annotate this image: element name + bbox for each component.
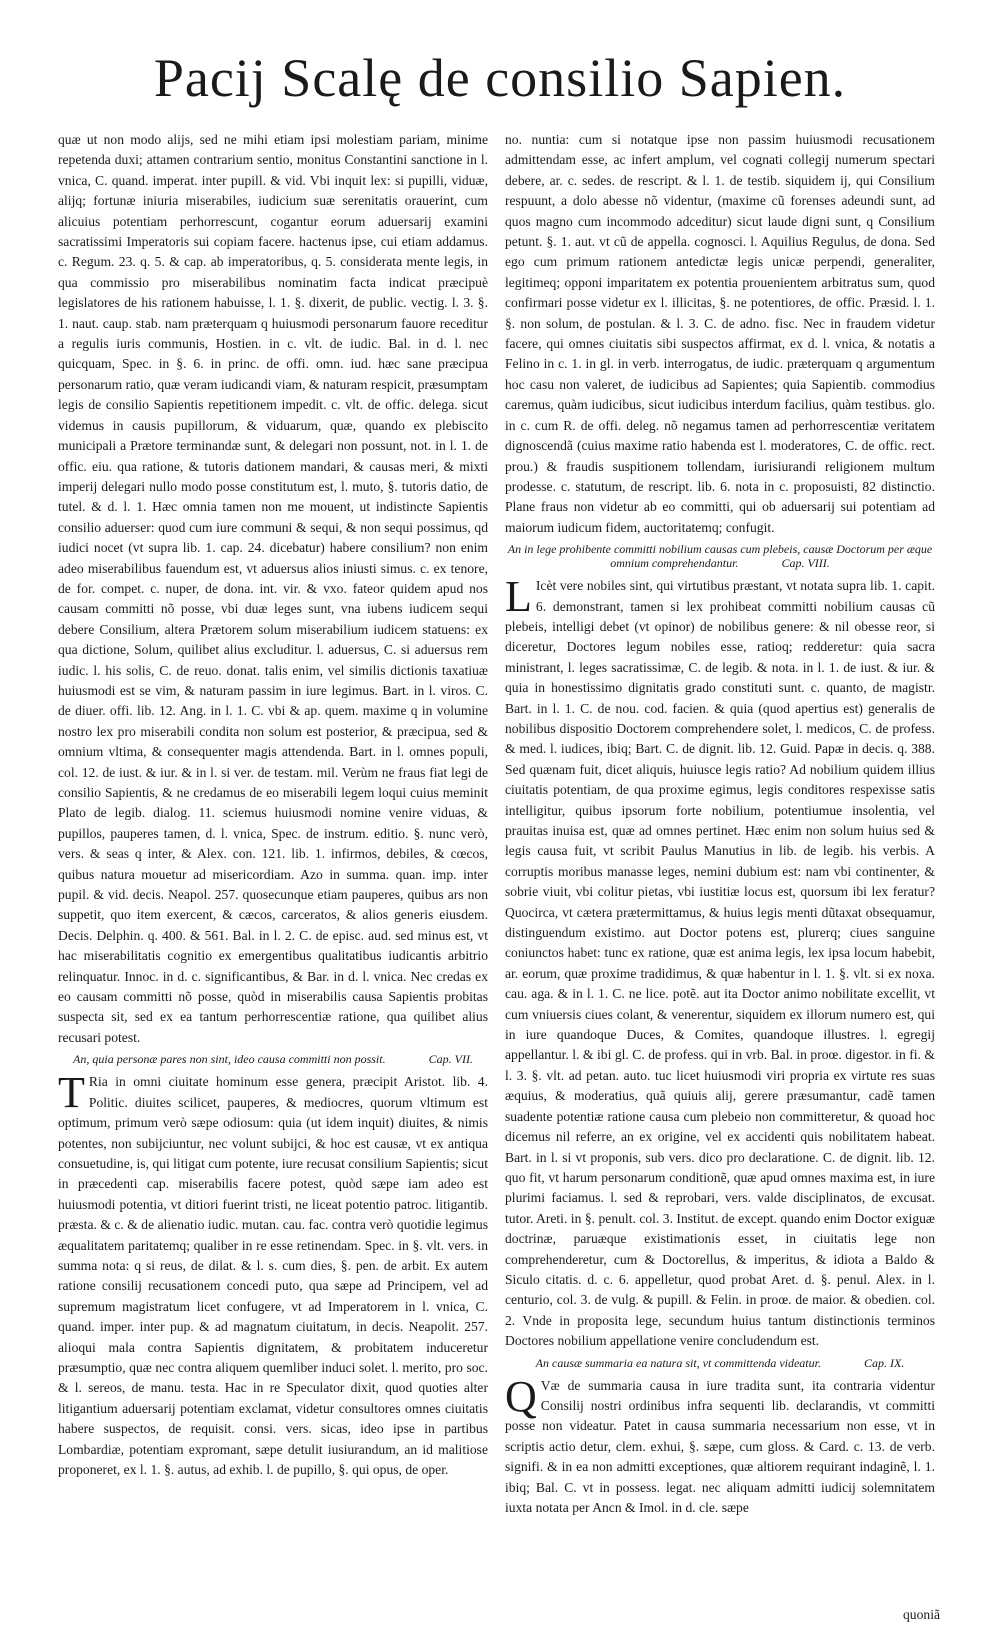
left-column: [58, 130, 488, 1480]
right-column: [505, 130, 935, 1518]
chapter-heading-7: [58, 1052, 488, 1066]
chapter-heading-9: [505, 1356, 935, 1370]
chapter-heading-8: [505, 542, 935, 570]
right-paragraph-2: [505, 572, 935, 1351]
chapter-number-7: Cap. VII.: [428, 1052, 473, 1067]
right-paragraph-3-text: Væ de summaria causa in iure tradita sunt, ita contraria videntur Consilij nostri ordinibus infra sequenti lib. declarandis, vt committi posse non videatur. Patet in causa summaria necessarium non esse, vt in scriptis actio detur, clem. exhui, §. sæpe, cum gloss. & Card. c. 13. de verb. signifi. & in ea non admitti exceptiones, quæ altiorem requirant indaginẽ, l. 1. ibiq; Bal. C. vt in possess. legat. nec aliquam admitti iudicij solemnitatem iuxta notata per Ancn & Imol. in d. cle. sæpe: [505, 1377, 935, 1515]
running-head: Pacij Scalę de consilio Sapien.: [153, 48, 847, 108]
left-paragraph-2: [58, 1068, 489, 1480]
drop-cap-q: Q: [505, 1371, 537, 1421]
chapter-heading-9-text: An causæ summaria ea natura sit, vt committenda videatur.: [535, 1355, 821, 1370]
drop-cap-l: L: [505, 572, 532, 622]
left-paragraph-2-text: Ria in omni ciuitate hominum esse genera, præcipit Aristot. lib. 4. Politic. diuites scilicet, pauperes, & mediocres, quorum vltimum est optimum, primum verò sæpe odiosum: quia (ut idem inquit) diuites, & nimis potentes, non subijciuntur, nec volunt subijci, & hoc est causæ, vt ex antiqua consuetudine, is, qui litigat cum potente, iure recusat consilium Sapientis; sicut in præcedenti cap. miserabilis facere potest, quòd sæpe iam adeo est huiusmodi potentia, vt ditiori fuerint tristi, ne liceat potentio patroc. litigantib. præsta. & c. & de alienatio iudic. mutan. cau. fac. contra verò quotidie legimus æqualitatem paritatemq; qualiber in re esse retinendam. Spec. in §. vlt. vers. in summa nota: q si reus, de dilat. & l. s. cum dies, §. pen. de arbit. Ex autem ratione consilij recusationem concedi puto, qua sæpe ad Principem, vel ad supremum magistratum licet confugere, vt ad Imperatorem in l. vnica, C. quand. imper. inter pup. & ad magnatum ciuitatum, in decis. Neapolit. 257. alioqui mala contra Sapientis dignitatem, & probitatem induceretur præsumptio, quæ nec contra aliquem quemliber induci solet. l. merito, pro soc. & l. sereos, de manu. testa. Hac in re Speculator dixit, quod quoties alter litigantium aduersarij potentiam exclamat, videtur consultores omnes ciuitatis habere suspectos, de requisit. consi. vers. sicas, ideo ipse in partibus Lombardiæ, potentiam expromant, sæpe detulit iusiurandum, an id malitiose proponeret, ex l. 1. §. autus, ad exhib. l. de pupillo, §. qui opus, de oper.: [58, 1074, 489, 1477]
left-paragraph-1: quæ ut non modo alijs, sed ne mihi etiam ipsi molestiam pariam, minime repetenda duxi; attamen contrarium sentio, monitus Constantini sanctione in l. vnica, C. quand. imperat. inter pupill. & vid. Vbi inquit lex: si pupilli, viduæ, alijq; fortunæ iniuria miserabiles, iudicium suæ serenitatis orauerint, cum alicuius potentiam perhorrescunt, cogantur eorum aduersarij examini sacratissimi Imperatoris sui copiam facere. hactenus ipse, cui etiam addamus. c. Regum. 23. q. 5. & cap. ab imperatoribus, q. 5. considerata mente legis, in qua commissio pro miserabilibus nominatim facta indicat præcipuè legislatores de his rationem habuisse, l. 1. §. dixerit, de public. vectig. l. 3. §. 1. naut. caup. stab. nam præterquam q huiusmodi personarum fauore receditur a regulis iuris communis, Hostien. in c. vlt. de iudic. Bal. in d. l. nec quicquam, Spec. in §. 6. in princ. de offi. omn. iud. hæc sane præcipua personarum ratio, quæ veram iudicandi viam, & naturam respicit, præsumptam legis de consilio Sapientis repetitionem impedit. c. vlt. de offic. delega. sicut videmus in causis pupillorum, & viduarum, quæ, quando ex plebiscito municipali a Prætore terminandæ sunt, & delegari non possunt, not. in l. 1. de offic. eiu. qua ratione, & tutoris dationem mandari, & causas meri, & mixti imperij delegari nullo modo posse constitutum est, l. muto, §. tutoris datio, de tutel. & d. l. 1. Hæc omnia tamen non me mouent, ut indistincte Sapientis consilio aduerser: quod cum iure communi & sequi, & non sequi possimus, qd iudici nocet (vt supra lib. 1. cap. 24. dicebatur) habere consilium? non enim adeo miserabilibus fauendum est, vt aduersus alios iniusti simus. c. ex tenore, de for. compet. c. nuper, de dona. int. vir. & vxo. fateor quidem apud nos causam committi nõ posse, vbi duæ leges sunt, vna iubens iudicem sequi debere Consilium, altera Prætorem solum miserabilium iudicem statuens: ex qua dictione, Solum, quilibet alius excluditur. l. aduersus, C. si aduersus rem iudic. l. his solis, C. de reuo. donat. talis enim, vel similis dictionis taxatiuæ huiusmodi est se vim, & naturam passim in iure legimus. Bart. in l. viros. C. de diuer. offi. lib. 12. Ang. in l. 1. C. vbi & ap. quem. maxime q in volumine nostro lex pro miserabili condita non solum est posterior, & præcipua, sed & omnium vltima, & consequenter magis attendenda. Bart. in l. omnes populi, col. 12. de iust. & iur. & in l. si ver. de testam. mil. Verùm ne fraus fiat legi de consilio Sapientis, & ne credamus de eo miserabili legem loqui cuius meminit Plato de legib. dialog. 11. sciemus huiusmodi nomine venire viduas, & pupillos, pauperes tamen, d. l. vnica, Spec. de instrum. editio. §. nunc verò, vers. & seas q inter, & Alex. con. 121. lib. 1. infirmos, debiles, & cœcos, quibus natura mouetur ad misericordiam. Azo in summa. quan. imp. inter pupil. & vid. decis. Neapol. 257. quosecunque etiam pauperes, quibus ars non suppetit, quo item exercent, & cæcos, carceratos, & alios generis eiusdem. Decis. Delphin. q. 400. & 561. Bal. in l. 2. C. de episc. aud. sed minus est, vt hac miserabilitatis cognitio ex emergentibus qualitatibus iudicantis arbitrio relinquatur. Innoc. in d. c. significantibus, & Bar. in d. l. vnica. Nec credas ex eo causam committi nõ posse, quòd in miserabilis causa Sapientis probitas suspecta sit, sed ex ea tantum perhorrescentiæ ratione, qua quilibet alius recusari potest.: [58, 132, 488, 1045]
chapter-heading-8-text: An in lege prohibente committi nobilium causas cum plebeis, causæ Doctorum per æque omnium comprehendantur.: [507, 542, 933, 571]
chapter-number-9: Cap. IX.: [863, 1355, 905, 1370]
chapter-heading-7-text: An, quia personæ pares non sint, ideo causa committi non possit.: [73, 1052, 386, 1067]
catchword: quoniã: [903, 1607, 940, 1622]
drop-cap-t: T: [58, 1068, 85, 1118]
right-paragraph-1: no. nuntia: cum si notatque ipse non passim huiusmodi recusationem admittendam esse, ac infert amplum, vel cognati collegij numerum spectari debere, ar. c. sedes. de rescript. & l. 1. de testib. siquidem ij, qui Consilium respuunt, a dolo abesse nõ videntur, (maxime cũ forenses adeundi sunt, ad quos magno cum incommodo adceditur) sicut laude digni sunt, q Consilium petunt. §. 1. aut. vt cũ de appella. cognosci. l. Aquilius Regulus, de dona. Sed ego cum primum rationem antedictæ legis unicæ perpendi, generaliter, legitimeq; opponi imparitatem ex potentia prouenientem arbitratus sum, quod confirmari posse videtur ex l. illicitas, §. ne potentiores, de offic. Præsid. l. 1. §. non solum, de postulan. & l. 3. C. de adno. fisc. Nec in fraudem videtur facere, qui omnes ciuitatis sibi suspectos affirmat, ex d. l. vnica, & notatis a Felino in c. 1. in gl. in verb. interrogatus, de iudic. præterquam q argumentum hoc casu non valeret, de iudicibus ad Sapientes; quia Sapientib. commodius caremus, quàm iudicibus, sicut iudicibus interdum facilius, quàm testibus. glo. in c. cum R. de offi. deleg. nõ negamus tamen ad perhorrescentiæ veritatem dignoscendã (cuius maxime ratio habenda est l. moderatores, C. de offic. rect. prou.) & fraudis suspitionem tollendam, iurisiurandi religionem multum prodesse. c. statutum, de rescript. lib. 6. nota in c. proposuisti, 82 distinctio. Plane fraus non videtur ab eo committi, qui ob aduersarij sui potentiam ad maiorum iudicum fidem, auctoritatemq; confugit.: [505, 132, 935, 535]
chapter-number-8: Cap. VIII.: [781, 556, 830, 571]
right-paragraph-2-text: Icèt vere nobiles sint, qui virtutibus præstant, vt notata supra lib. 1. capit. 6. demonstrant, tamen si lex prohibeat committi nobilium causas cũ plebeis, intelligi debet (vt opinor) de nobilibus genere: & nil obesse reor, si diceretur, Doctores legum nobiles esse, ratioq; redderetur: quia sacra ministrant, l. leges sacratissimæ, C. de legib. & nota. in l. 1. de iust. & iur. & quia in honestissimo dignitatis grado constituti sunt. c. quanto, de magistr. Bart. in l. 1. C. de nou. cod. facien. & quia (quod apertius est) generalis de nobilibus dispositio Doctorem comprehendere solet, l. medicos, C. de profess. & med. l. iudices, ibiq; Bart. C. de dignit. lib. 12. Guid. Papæ in decis. q. 388. Sed quænam fuit, dicet aliquis, huiusce legis ratio? Ad nobilium quidem illius ciuitatis potentiam, de qua proxime egimus, legis conditores respexisse satis intelligitur, quibus ipsorum forte nobilium, potentiumue insolentia, vel prauitas inuisa est, quæ ad omnes pertinet. Hæc enim non solum huius sed & legis causa fuit, vt scribit Paulus Manutius in lib. de legib. his verbis. A corruptis moribus manasse leges, nemini dubium est: nam vbi continenter, & sobrie viuit, vbi colitur pietas, vbi iustitiæ locus est, quorsum ibi lex feratur? Quocirca, vt cætera prætermittamus, & huius legis menti dũtaxat obsequamur, distinguendum existimo. aut Doctor potens est, plurerq; ciues sanguine coniunctos habet: tunc ex ratione, quæ est anima legis, lex ipsa locum habebit, ar. eorum, quæ proxime tradidimus, & quæ habentur in l. 1. §. vlt. si ex noxa. cau. aga. & in l. 1. C. ne lice. potẽ. aut ita Doctor animo nobilitate excellit, vt cum vniuersis ciues colant, & venerentur, siquidem ex illorum numero est, qui in iure quandoque Duces, & Comites, quandoque illustres. l. egregij appellantur. l. & ibi gl. C. de profess. qui in vrb. Bal. in proœ. digestor. in fi. & l. 3. §. vlt. ad petan. auto. tuc licet huiusmodi viri propria ex virtute res suas æquius, & moderatius, quã quiuis alij, gerere præsumantur, cadẽ tamen suadente potentiæ ratione causa cum plebeio non committeretur, & quoad hoc dicemus nil referre, an ex origine, vel ex accidenti quis nobilitatem habeat. Bart. in l. si vt proponis, sub vers. dico pro declaratione. C. de dignit. lib. 12. quo fit, vt harum personarum conditionẽ, quæ apud omnes maxima est, in iure plurimi faciamus. l. sed & reprobari, vers. valde disciplinatos, de excusat. tutor. Areti. in §. penult. col. 3. Institut. de except. quando enim Doctor exiguæ doctrinæ, paruæque existimationis esset, in ciuitatis lege non comprehenderetur, cum & Doctorellus, & imperitus, & idiota a Baldo & Siculo citatis. d. c. 6. appelletur, quod probat Aret. d. §. penul. Alex. in l. centurio, col. 3. de vulg. & pupill. & Felin. in proœ. de maior. & obedien. col. 2. Vnde in proposita lege, secundum huius tantum distinctionis terminos Doctores nobilium appellatione venire concludendum est.: [505, 578, 935, 1349]
right-paragraph-3: [505, 1371, 935, 1519]
